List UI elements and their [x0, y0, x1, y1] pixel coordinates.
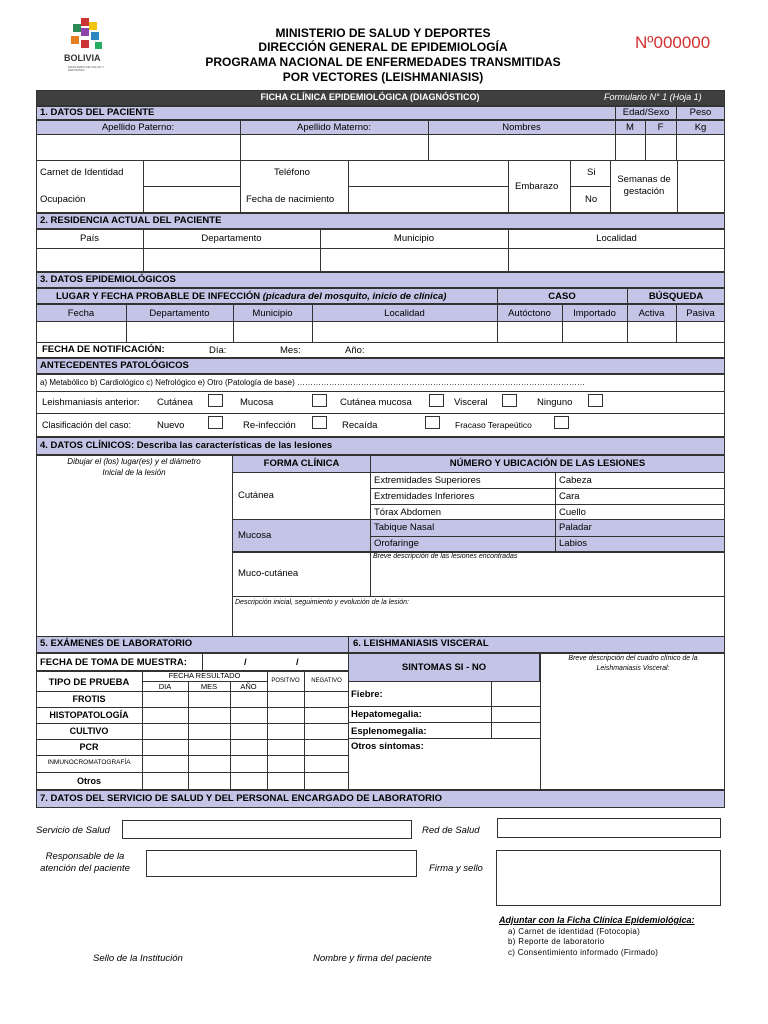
- section-5-title: 5. EXÁMENES DE LABORATORIO: [40, 638, 193, 649]
- infeccion-departamento-label: Departamento: [149, 308, 210, 319]
- dibujar-label-1: Dibujar el (los) lugar(es) y el diámetro: [67, 457, 201, 466]
- adjuntar-item-c: c) Consentimiento informado (Firmado): [508, 948, 659, 957]
- apellido-materno-label: Apellido Materno:: [297, 122, 371, 133]
- test-pcr: PCR: [79, 742, 99, 752]
- clasif-recaida-checkbox[interactable]: [425, 416, 440, 429]
- fecha-toma-label: FECHA DE TOMA DE MUESTRA:: [40, 657, 187, 668]
- form-number: Nº000000: [635, 33, 711, 52]
- sexo-m-label: M: [626, 122, 634, 133]
- sintomas-label: SINTOMAS SI - NO: [401, 662, 487, 673]
- descripcion-inicial-label: Descripción inicial, seguimiento y evolución de la lesión:: [235, 599, 409, 606]
- section-4-title-bold: 4. DATOS CLÍNICOS:: [40, 440, 135, 451]
- leish-cut-mucosa-checkbox[interactable]: [429, 394, 444, 407]
- fecha-nacimiento-label: Fecha de nacimiento: [246, 194, 335, 205]
- edad-m-field[interactable]: [615, 134, 646, 161]
- negativo-label: NEGATIVO: [311, 678, 342, 684]
- pasiva-label: Pasiva: [686, 308, 715, 319]
- test-inmunocromatografia: INMUNOCROMATOGRAFÍA: [47, 759, 131, 766]
- breve-visceral-2: Leishmaniasis Visceral:: [596, 665, 670, 672]
- clasificacion-label: Clasificación del caso:: [42, 420, 132, 430]
- header-line-3: PROGRAMA NACIONAL DE ENFERMEDADES TRANSMITIDAS: [205, 55, 561, 69]
- responsable-label-2: atención del paciente: [40, 863, 130, 874]
- leish-ninguno-checkbox[interactable]: [588, 394, 603, 407]
- nombres-field[interactable]: [428, 134, 616, 161]
- departamento-field[interactable]: [144, 249, 319, 271]
- servicio-salud-label: Servicio de Salud: [36, 825, 110, 836]
- edad-sexo-label: Edad/Sexo: [622, 107, 670, 118]
- leish-cut-mucosa-label: Cutánea mucosa: [340, 397, 412, 408]
- header-line-2: DIRECCIÓN GENERAL DE EPIDEMIOLOGÍA: [258, 40, 508, 54]
- descripcion-inicial-field[interactable]: [233, 608, 724, 636]
- tipo-prueba-label: TIPO DE PRUEBA: [48, 677, 130, 688]
- antecedentes-line: a) Metabólico b) Cardiológico c) Nefrológico e) Otro (Patología de base) ………………………………………………………………………………………………: [40, 378, 586, 387]
- servicio-salud-field[interactable]: [122, 820, 412, 839]
- fecha-toma-slash-2: /: [296, 657, 299, 668]
- carnet-field[interactable]: [143, 160, 241, 187]
- departamento-label: Departamento: [201, 233, 262, 244]
- breve-lesiones-label: Breve descripción de las lesiones encontradas: [373, 553, 518, 560]
- leish-mucosa-checkbox[interactable]: [312, 394, 327, 407]
- lesion-drawing-area[interactable]: [37, 456, 232, 636]
- logo-mosaic-icon: [67, 18, 107, 52]
- form-title: FICHA CLÍNICA EPIDEMIOLÓGICA (DIAGNÓSTICO): [260, 92, 480, 102]
- importado-label: Importado: [573, 308, 616, 319]
- notif-dia-label: Día:: [209, 345, 227, 356]
- firma-sello-label: Firma y sello: [429, 863, 483, 874]
- leish-mucosa-label: Mucosa: [240, 397, 274, 408]
- lugar-fecha-label: [56, 292, 446, 302]
- peso-label: Peso: [689, 107, 712, 118]
- forma-mucosa-label: Mucosa: [238, 530, 272, 541]
- gestacion-label: gestación: [623, 186, 665, 197]
- sexo-f-label: F: [657, 122, 664, 133]
- apellido-materno-field[interactable]: [240, 134, 429, 161]
- breve-visceral-1: Breve descripción del cuadro clínico de la: [568, 655, 698, 662]
- notif-mes-label: Mes:: [280, 345, 301, 356]
- logo-subtitle: MINISTERIO DE SALUD Y DEPORTES: [68, 65, 105, 73]
- clasif-reinfeccion-label: Re-infección: [243, 420, 296, 431]
- activa-label: Activa: [638, 308, 665, 319]
- forma-muco-cutanea-label: Muco-cutánea: [238, 568, 299, 579]
- embarazo-si-label: Si: [587, 167, 596, 178]
- lugar-fecha-italic: (picadura del mosquito, inicio de clínica): [262, 291, 447, 302]
- autoctono-label: Autóctono: [508, 308, 551, 319]
- infeccion-values-row: [36, 321, 725, 343]
- clasif-nuevo-label: Nuevo: [157, 420, 185, 431]
- tabique-nasal-label: Tabique Nasal: [374, 522, 435, 533]
- edad-f-field[interactable]: [645, 134, 677, 161]
- cara-label: Cara: [559, 491, 580, 502]
- municipio-label: Municipio: [393, 233, 435, 244]
- form-code: Formulario N° 1 (Hoja 1): [604, 92, 702, 102]
- embarazo-label: Embarazo: [515, 181, 559, 192]
- infeccion-fecha-label: Fecha: [67, 308, 95, 319]
- fecha-resultado-label: FECHA RESULTADO: [168, 671, 241, 680]
- leish-ninguno-label: Ninguno: [537, 397, 573, 408]
- orofaringe-label: Orofaringe: [374, 538, 419, 549]
- section-2-title: 2. RESIDENCIA ACTUAL DEL PACIENTE: [40, 215, 222, 226]
- infeccion-municipio-label: Municipio: [252, 308, 293, 319]
- red-salud-field[interactable]: [497, 818, 721, 838]
- embarazo-no-label: No: [585, 194, 598, 205]
- ext-inferiores-label: Extremidades Inferiores: [374, 491, 475, 502]
- leish-cutanea-label: Cutánea: [157, 397, 193, 408]
- clasif-reinfeccion-checkbox[interactable]: [312, 416, 327, 429]
- telefono-field[interactable]: [348, 160, 509, 187]
- localidad-field[interactable]: [509, 249, 724, 271]
- section-4-title-rest: Describa las características de las lesiones: [136, 440, 333, 451]
- section-7-title: 7. DATOS DEL SERVICIO DE SALUD Y DEL PERSONAL ENCARGADO DE LABORATORIO: [40, 793, 443, 804]
- section-1-title: 1. DATOS DEL PACIENTE: [40, 107, 155, 118]
- notif-anio-label: Año:: [345, 345, 365, 356]
- test-histopatologia: HISTOPATOLOGÍA: [49, 710, 129, 720]
- logo-text: BOLIVIA: [64, 53, 101, 63]
- nombre-firma-paciente-label: Nombre y firma del paciente: [313, 953, 432, 964]
- forma-cutanea-label: Cutánea: [238, 490, 274, 501]
- apellido-paterno-field[interactable]: [36, 134, 241, 161]
- peso-field[interactable]: [676, 134, 725, 161]
- ext-superiores-label: Extremidades Superiores: [374, 475, 481, 486]
- res-dia-label: DIA: [158, 682, 172, 691]
- header-line-1: MINISTERIO DE SALUD Y DEPORTES: [275, 26, 491, 40]
- responsable-field[interactable]: [146, 850, 417, 877]
- breve-lesiones-field[interactable]: [371, 562, 724, 595]
- ocupacion-label: Ocupación: [40, 194, 86, 205]
- res-mes-label: MES: [200, 682, 218, 691]
- leish-visceral-checkbox[interactable]: [502, 394, 517, 407]
- fecha-nacimiento-field[interactable]: [348, 186, 509, 213]
- telefono-label: Teléfono: [274, 167, 310, 178]
- firma-sello-field[interactable]: [496, 850, 721, 906]
- section-3-title: 3. DATOS EPIDEMIOLÓGICOS: [40, 274, 176, 285]
- section-6-title: 6. LEISHMANIASIS VISCERAL: [353, 638, 489, 649]
- pais-label: País: [79, 233, 99, 244]
- sello-institucion-label: Sello de la Institución: [93, 953, 183, 964]
- clasificacion-row: [36, 413, 725, 437]
- hepatomegalia-label: Hepatomegalia:: [351, 709, 422, 720]
- clasif-nuevo-checkbox[interactable]: [208, 416, 223, 429]
- clasif-recaida-label: Recaída: [342, 420, 378, 431]
- adjuntar-label: Adjuntar con la Ficha Clínica Epidemiológica:: [499, 915, 695, 925]
- pais-field[interactable]: [37, 249, 142, 271]
- semanas-label: Semanas de: [617, 174, 671, 185]
- cabeza-label: Cabeza: [559, 475, 592, 486]
- clasif-fracaso-checkbox[interactable]: [554, 416, 569, 429]
- localidad-label: Localidad: [596, 233, 637, 244]
- fecha-toma-slash-1: /: [244, 657, 247, 668]
- lugar-fecha-bold: LUGAR Y FECHA PROBABLE DE INFECCIÓN: [56, 291, 261, 302]
- labios-label: Labios: [559, 538, 587, 549]
- caso-label: CASO: [548, 291, 576, 302]
- carnet-label: Carnet de Identidad: [40, 167, 124, 178]
- leish-cutanea-checkbox[interactable]: [208, 394, 223, 407]
- fiebre-field[interactable]: [492, 683, 539, 705]
- fiebre-label: Fiebre:: [351, 689, 383, 700]
- test-otros: Otros: [76, 776, 101, 786]
- breve-visceral-field[interactable]: [541, 676, 724, 789]
- adjuntar-item-a: a) Carnet de identidad (Fotocopia): [508, 927, 641, 936]
- ministry-logo: [62, 18, 112, 78]
- ocupacion-field[interactable]: [143, 186, 241, 213]
- otros-sintomas-label: Otros síntomas:: [351, 741, 424, 752]
- red-salud-label: Red de Salud: [422, 825, 480, 836]
- municipio-field[interactable]: [321, 249, 507, 271]
- positivo-label: POSITIVO: [271, 678, 300, 684]
- hepatomegalia-field[interactable]: [492, 707, 539, 721]
- dibujar-label-2: Inicial de la lesión: [102, 468, 166, 477]
- infeccion-localidad-label: Localidad: [384, 308, 425, 319]
- header-line-4: POR VECTORES (LEISHMANIASIS): [282, 70, 484, 84]
- clasif-fracaso-label: Fracaso Terapeútico: [455, 420, 532, 430]
- antecedentes-title: ANTECEDENTES PATOLÓGICOS: [40, 360, 189, 371]
- responsable-label-1: Responsable de la: [45, 851, 125, 862]
- esplenomegalia-field[interactable]: [492, 723, 539, 737]
- leish-visceral-label: Visceral: [454, 397, 488, 408]
- busqueda-label: BÚSQUEDA: [648, 291, 704, 302]
- fecha-notificacion-label: FECHA DE NOTIFICACIÓN:: [42, 344, 165, 355]
- nombres-label: Nombres: [502, 122, 541, 133]
- torax-abdomen-label: Tórax Abdomen: [374, 507, 442, 518]
- res-anio-label: AÑO: [240, 682, 257, 691]
- semanas-field[interactable]: [677, 160, 725, 213]
- apellido-paterno-label: Apellido Paterno:: [101, 122, 175, 133]
- kg-label: Kg: [694, 122, 707, 133]
- numero-ubicacion-label: NÚMERO Y UBICACIÓN DE LAS LESIONES: [449, 458, 646, 469]
- test-cultivo: CULTIVO: [69, 726, 109, 736]
- esplenomegalia-label: Esplenomegalia:: [351, 726, 427, 737]
- forma-clinica-label: FORMA CLÍNICA: [263, 458, 340, 469]
- adjuntar-item-b: b) Reporte de laboratorio: [508, 937, 605, 946]
- test-frotis: FROTIS: [72, 694, 106, 704]
- cuello-label: Cuello: [559, 507, 586, 518]
- section-4-title: [40, 441, 332, 451]
- leish-anterior-label: Leishmaniasis anterior:: [42, 397, 140, 408]
- paladar-label: Paladar: [559, 522, 592, 533]
